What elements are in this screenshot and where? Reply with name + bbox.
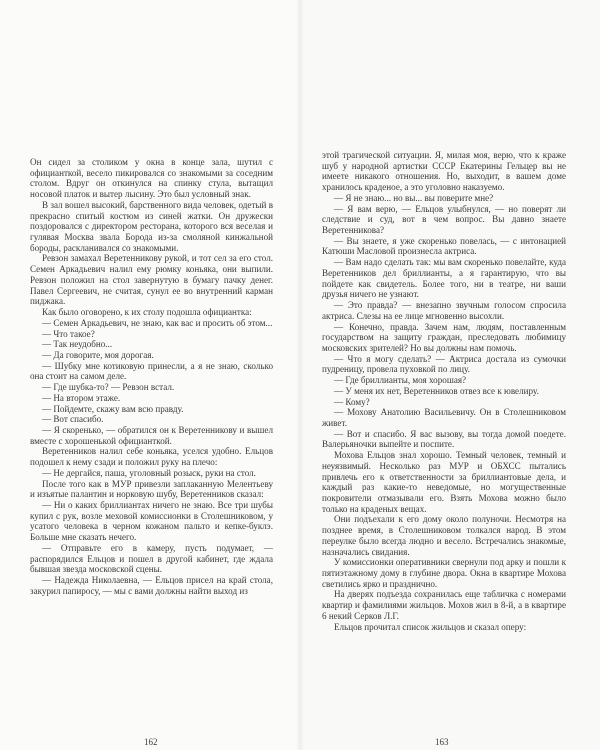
paragraph: Мохова Ельцов знал хорошо. Темный человек, темный и неуязвимый. Несколько раз МУР и ОБХСС пытались привлечь его к ответственности за бриллиантовые дела, и каждый раз какие-то неведомые, но могущественные покровители отмазывали его. Взять Мохова можно было только на краденых вещах. bbox=[322, 450, 566, 514]
paragraph: — Я не знаю... но вы... вы поверите мне? bbox=[334, 192, 494, 203]
paragraph: — Конечно, правда. Зачем нам, людям, поставленным государством на защиту граждан, преследовать любимицу московских зрителей? Но вы должны нам помочь. bbox=[322, 321, 566, 353]
paragraph: — Вам надо сделать так: мы вам скоренько повелайте, куда Веретенников дел бриллианты, а я гарантирую, что вы пойдете как свидетель. Более того, ни в театре, ни ваши друзья ничего не узнают. bbox=[322, 257, 566, 300]
paragraph: — Не дергайся, паша, уголовный розыск, руки на стол. bbox=[42, 467, 256, 478]
paragraph: — Что такое? bbox=[42, 328, 95, 339]
paragraph: Веретенников налил себе коньяка, уселся удобно. Ельцов подошел к нему сзади и положил руку на плечо: bbox=[30, 446, 273, 468]
paragraph: — У меня их нет, Веретенников отвез все к ювелиру. bbox=[334, 385, 539, 396]
paragraph: — Это правда? — внезапно звучным голосом спросила актриса. Слезы на ее лице мгновенно высохли. bbox=[322, 300, 566, 321]
paragraph: Ельцов прочитал список жильцов и сказал оперу: bbox=[334, 621, 527, 632]
paragraph: В зал вошел высокий, барственного вида человек, одетый в прекрасно спитый костюм из синей жатки. Он дружески поздоровался с директором ресторана, которого вся веселая и гулявая Москва звала Борода из-за смоляной кинжальной бороды, раскланивался со знакомыми. bbox=[30, 199, 273, 253]
paragraph: Он сидел за столиком у окна в конце зала, шутил с официанткой, весело пикировался со знакомыми за соседним столом. Вдруг он откинулся на спинку стула, вытащил носовой платок и вытер лысину. Это был условный знак. bbox=[30, 157, 273, 200]
paragraph: После того как в МУР привезли заплаканную Мелентьеву и изъятые палантин и норковую шубу, Веретенников сказал: bbox=[30, 478, 273, 500]
paragraph: — Семен Аркадьевич, не знаю, как вас и просить об этом... bbox=[42, 317, 273, 328]
right-page bbox=[300, 0, 600, 750]
paragraph: — Что я могу сделать? — Актриса достала из сумочки пудреницу, провела пуховкой по лицу. bbox=[322, 353, 566, 375]
paragraph: — Мохову Анатолию Васильевичу. Он в Столешниковом живет. bbox=[322, 407, 566, 428]
right-text-column bbox=[322, 150, 566, 632]
paragraph: — Вот и спасибо. Я вас вызову, вы тогда домой поедете. Валерьяночки выпейте и поспите. bbox=[322, 428, 566, 450]
paragraph: — Вот спасибо. bbox=[42, 414, 104, 425]
paragraph: — Кому? bbox=[334, 396, 370, 407]
paragraph: — Где бриллианты, моя хорошая? bbox=[334, 375, 467, 386]
paragraph: На дверях подъезда сохранилась еще табличка с номерами квартир и фамилиями жильцов. Мохов жил в 8-й, а в квартире 6 некий Серков Л.Г. bbox=[322, 589, 566, 621]
paragraph: — Ни о каких бриллиантах ничего не знаю. Все три шубы купил с рук, возле меховой комиссионки в Столешниковом, у усатого человека в черном кожаном пальто и кепке-буклэ. Больше мне сказать нечего. bbox=[30, 500, 273, 543]
page-number: 162 bbox=[144, 737, 158, 747]
paragraph: этой трагической ситуации. Я, милая моя, верю, что к краже шуб у народной артистки СССР Екатерины Гельцер вы не имеете никакого отношения. Но, выходит, в вашем доме хранилось краденое, а это уголовно наказуемо. bbox=[322, 150, 566, 193]
paragraph: — Надежда Николаевна, — Ельцов присел на край стола, закурил папиросу, — мы с вами должны найти выход из bbox=[30, 575, 273, 596]
paragraph: — Шубку мне котиковую принесли, а я не знаю, сколько она стоит на самом деле. bbox=[30, 360, 273, 382]
paragraph: — Вы знаете, я уже скоренько повелась, — с интонацией Катюши Масловой произнесла актриса. bbox=[322, 235, 566, 257]
paragraph: Ревзон замахал Веретенникову рукой, и тот сел за его стол. Семен Аркадьевич налил ему рюмку коньяка, они выпили. Ревзон положил на стол завернутую в бумагу пачку денег. Павел Сергеевич, не считая, сунул ее во внутренний карман пиджака. bbox=[30, 253, 273, 307]
paragraph: — Пойдемте, скажу вам всю правду. bbox=[42, 403, 184, 414]
paragraph: Как было оговорено, к их столу подошла официантка: bbox=[42, 307, 252, 318]
page-number: 163 bbox=[435, 737, 449, 747]
book-gutter bbox=[296, 0, 304, 750]
paragraph: — Где шубка-то? — Ревзон встал. bbox=[42, 382, 175, 393]
paragraph: — Так неудобно... bbox=[42, 339, 113, 350]
paragraph: — Я скоренько, — обратился он к Веретенникову и вышел вместе с хорошенькой официанткой. bbox=[30, 424, 273, 446]
paragraph: — На втором этаже. bbox=[42, 392, 121, 403]
paragraph: — Я вам верю, — Ельцов улыбнулся, — но поверят ли следствие и суд, вот в чем вопрос. Вы давно знаете Веретенникова? bbox=[322, 203, 566, 236]
paragraph: Они подъехали к его дому около полуночи. Несмотря на позднее время, в Столешниковом толкался народ. В этом переулке было всегда людно и весело. Встречались знакомые, назначались свидания. bbox=[322, 514, 566, 557]
paragraph: — Да говорите, моя дорогая. bbox=[42, 349, 154, 360]
paragraph: У комиссионки оперативники свернули под арку и пошли к пятиэтажному дому в глубине двора. Окна в квартире Мохова светились ярко и празднично. bbox=[322, 557, 566, 589]
paragraph: — Отправьте его в камеру, пусть подумает, — распорядился Ельцов и пошел в другой кабинет, где ждала бывшая звезда московской сцены. bbox=[30, 542, 273, 575]
left-text-column bbox=[30, 157, 273, 596]
